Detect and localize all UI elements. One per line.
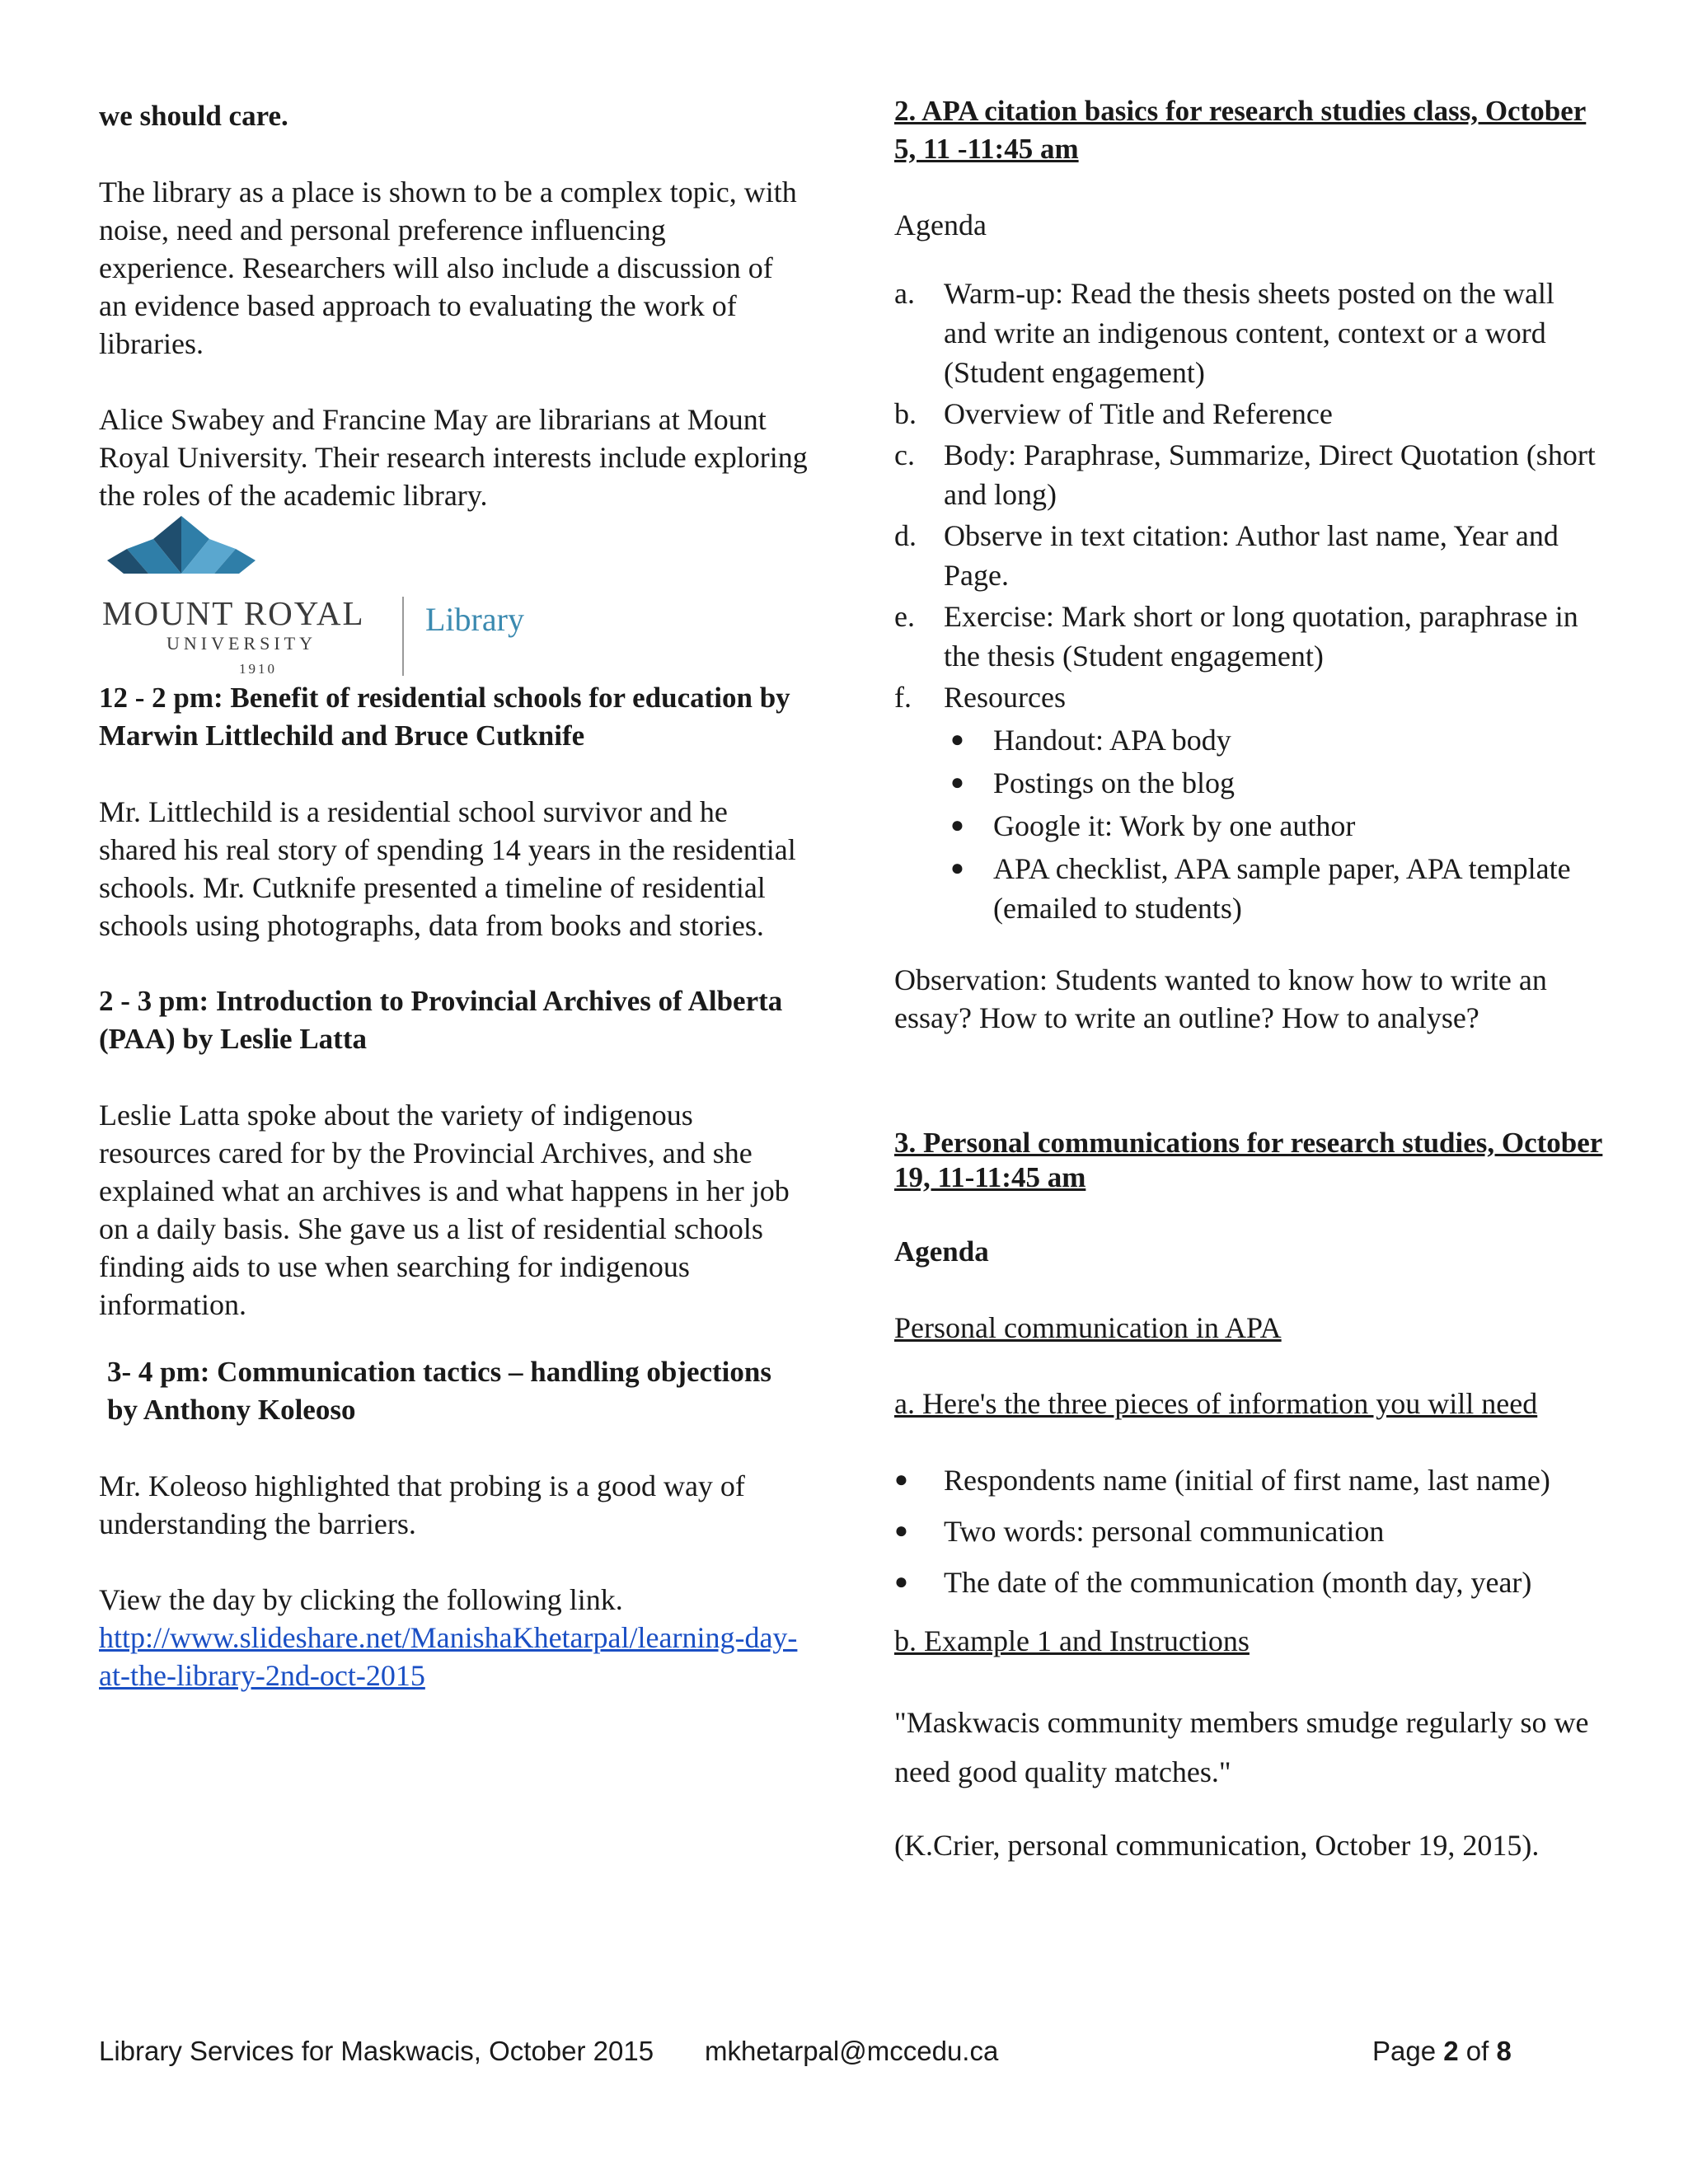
logo-wordmark: MOUNT ROYAL — [102, 594, 365, 632]
list-item — [894, 1511, 1603, 1551]
resources-list — [944, 720, 1603, 928]
right-column — [894, 92, 1603, 1864]
list-marker: d. — [894, 519, 917, 552]
example-quote: "Maskwacis community members smudge regularly so we need good quality matches." — [894, 1706, 1589, 1788]
librarians-paragraph: Alice Swabey and Francine May are librarians at Mount Royal University. Their research interests include exploring the roles of the academic library. — [99, 403, 808, 512]
list-item — [894, 394, 1603, 434]
page-footer — [99, 2036, 1582, 2077]
bullet-icon: ● — [950, 813, 964, 838]
page-total: 8 — [1496, 2036, 1512, 2066]
list-item — [894, 677, 1603, 928]
resource-item — [944, 806, 1603, 846]
page-prefix: Page — [1372, 2036, 1444, 2066]
resource-item — [944, 763, 1603, 803]
session-3-text: Mr. Koleoso highlighted that probing is a good way of understanding the barriers. — [99, 1469, 745, 1540]
view-day-text: View the day by clicking the following link. — [99, 1583, 623, 1616]
example-citation: (K.Crier, personal communication, October 19, 2015). — [894, 1829, 1540, 1862]
logo-year: 1910 — [239, 661, 277, 677]
bullet-icon: ● — [950, 855, 964, 881]
list-item-text: Respondents name (initial of first name, last name) — [944, 1464, 1550, 1497]
logo-divider — [402, 597, 404, 676]
section-2-agenda-label: Agenda — [894, 209, 987, 241]
list-item — [894, 1563, 1603, 1602]
info-needed-list — [894, 1460, 1603, 1602]
list-marker: f. — [894, 681, 912, 714]
resource-text: Google it: Work by one author — [993, 809, 1356, 842]
section-3-heading: 3. Personal communications for research studies, October 19, 11-11:45 am — [894, 1127, 1603, 1193]
session-2-text: Leslie Latta spoke about the variety of indigenous resources cared for by the Provincial Archives, and she explained what an archives is and what happens in her job on a daily basis. She gave us a list of residential schools finding aids to use when searching for indigenous information. — [99, 1099, 790, 1321]
list-marker: b. — [894, 397, 917, 430]
mount-royal-library-logo — [99, 514, 560, 679]
list-item — [894, 1460, 1603, 1500]
list-item-text: Observe in text citation: Author last name, Year and Page. — [944, 519, 1559, 592]
list-item-text: Overview of Title and Reference — [944, 397, 1333, 430]
bullet-icon: ● — [894, 1569, 908, 1595]
resource-text: Handout: APA body — [993, 724, 1231, 757]
resource-text: Postings on the blog — [993, 766, 1236, 799]
resource-item — [944, 720, 1603, 760]
mount-royal-logo-icon — [99, 514, 297, 597]
list-item-text: Resources — [944, 681, 1066, 714]
bullet-icon: ● — [894, 1518, 908, 1544]
personal-communication-subheading: Personal communication in APA — [894, 1311, 1282, 1344]
list-item-text: The date of the communication (month day, year) — [944, 1566, 1532, 1599]
left-column — [99, 97, 808, 1694]
session-1-text: Mr. Littlechild is a residential school survivor and he shared his real story of spending 14 years in the residential schools. Mr. Cutknife presented a timeline of residential schools using photographs, data from books and stories. — [99, 795, 796, 942]
footer-title: Library Services for Maskwacis, October 2015 — [99, 2036, 654, 2066]
logo-university: UNIVERSITY — [166, 633, 316, 654]
list-item — [894, 435, 1603, 514]
resource-item — [944, 849, 1603, 928]
list-item-text: Two words: personal communication — [944, 1515, 1385, 1548]
session-1-heading: 12 - 2 pm: Benefit of residential schools for education by Marwin Littlechild and Bruce Cutknife — [99, 682, 790, 752]
page-current: 2 — [1443, 2036, 1459, 2066]
bullet-icon: ● — [894, 1467, 908, 1493]
list-item — [894, 516, 1603, 595]
list-marker: a. — [894, 277, 915, 310]
bullet-icon: ● — [950, 727, 964, 752]
section-3-agenda-label: Agenda — [894, 1235, 989, 1268]
three-pieces-subheading: a. Here's the three pieces of information you will need — [894, 1387, 1538, 1420]
resource-text: APA checklist, APA sample paper, APA template (emailed to students) — [993, 852, 1571, 925]
list-item-text: Warm-up: Read the thesis sheets posted on the wall and write an indigenous content, context or a word (Student engagement) — [944, 277, 1554, 389]
session-3-heading: 3- 4 pm: Communication tactics – handling objections by Anthony Koleoso — [107, 1356, 771, 1426]
section-2-observation: Observation: Students wanted to know how to write an essay? How to write an outline? How to analyse? — [894, 963, 1547, 1034]
footer-email: mkhetarpal@mccedu.ca — [705, 2036, 999, 2066]
session-2-heading: 2 - 3 pm: Introduction to Provincial Archives of Alberta (PAA) by Leslie Latta — [99, 985, 783, 1055]
list-item — [894, 274, 1603, 392]
intro-heading: we should care. — [99, 100, 288, 132]
list-item-text: Exercise: Mark short or long quotation, paraphrase in the thesis (Student engagement) — [944, 600, 1578, 673]
list-marker: e. — [894, 600, 915, 633]
library-place-paragraph: The library as a place is shown to be a complex topic, with noise, need and personal preference influencing experience. Researchers will also include a discussion of an evidence based approach to evaluating the work of libraries. — [99, 176, 797, 360]
page-of: of — [1458, 2036, 1497, 2066]
list-item — [894, 597, 1603, 676]
page-number — [1372, 2036, 1512, 2067]
section-2-agenda-list — [894, 274, 1603, 928]
example-subheading: b. Example 1 and Instructions — [894, 1624, 1250, 1657]
list-marker: c. — [894, 438, 915, 471]
logo-library: Library — [425, 601, 524, 638]
slideshare-link[interactable]: http://www.slideshare.net/ManishaKhetarpal/learning-day-at-the-library-2nd-oct-2015 — [99, 1621, 798, 1692]
section-2-heading: 2. APA citation basics for research studies class, October 5, 11 -11:45 am — [894, 95, 1587, 165]
list-item-text: Body: Paraphrase, Summarize, Direct Quotation (short and long) — [944, 438, 1596, 511]
bullet-icon: ● — [950, 770, 964, 795]
